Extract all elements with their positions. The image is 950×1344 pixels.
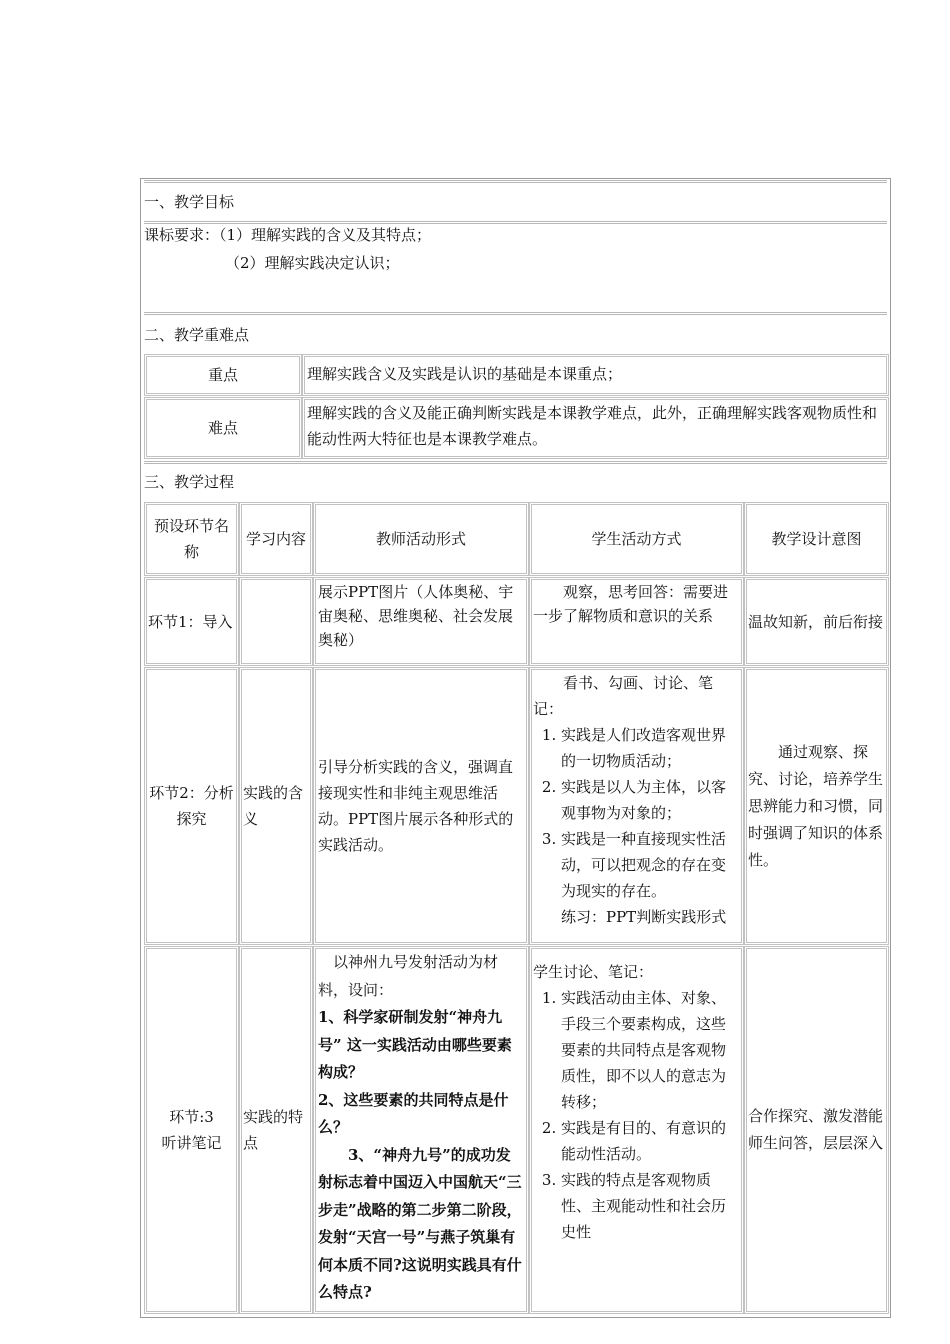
row3-teacher-q1: 1、科学家研制发射“神舟九号” 这一实践活动由哪些要素构成？ xyxy=(318,1008,512,1081)
row1-stage: 环节1：导入 xyxy=(144,577,239,666)
goals-band xyxy=(144,180,887,220)
list-item: 1. 实践活动由主体、对象、手段三个要素构成，这些要素的共同特点是客观物质性，即不以人的意志为转移； xyxy=(561,985,740,1115)
goals-line-1: 课标要求：（1）理解实践的含义及其特点； xyxy=(144,226,432,244)
row1-student: 观察，思考回答：需要进一步了解物质和意识的关系 xyxy=(529,577,744,666)
process-title: 三、教学过程 xyxy=(144,473,235,491)
row2-student-list xyxy=(533,722,740,904)
row3-stage-line1: 环节:3 xyxy=(169,1108,214,1126)
keypoints-band xyxy=(144,312,887,352)
row3-teacher xyxy=(313,946,529,1314)
list-item: 3. 实践是一种直接现实性活动，可以把观念的存在变为现实的存在。 xyxy=(561,826,740,904)
keypoints-title: 二、教学重难点 xyxy=(144,326,250,344)
row3-student-intro: 学生讨论、笔记： xyxy=(533,963,654,981)
focus-label: 重点 xyxy=(144,354,302,396)
process-band xyxy=(144,461,887,501)
row3-content: 实践的特点 xyxy=(239,946,313,1314)
row3-teacher-q2: 2、这些要素的共同特点是什么？ xyxy=(318,1090,509,1136)
row2-student xyxy=(529,667,744,945)
row2-intent: 通过观察、探究、讨论，培养学生思辨能力和习惯，同时强调了知识的体系性。 xyxy=(744,667,889,945)
list-item: 3. 实践的特点是客观物质性、主观能动性和社会历史性 xyxy=(561,1167,740,1245)
row3-student-list xyxy=(533,985,740,1245)
list-item: 2. 实践是以人为主体，以客观事物为对象的； xyxy=(561,774,740,826)
goals-title: 一、教学目标 xyxy=(144,193,235,211)
difficulty-text: 理解实践的含义及能正确判断实践是本课教学难点，此外，正确理解实践客观物质性和能动性两大特征也是本课教学难点。 xyxy=(302,397,889,459)
row1-intent: 温故知新，前后衔接 xyxy=(744,577,889,666)
row1-teacher: 展示PPT图片（人体奥秘、宇宙奥秘、思维奥秘、社会发展奥秘） xyxy=(313,577,529,666)
goals-line-2: （2）理解实践决定认识； xyxy=(225,254,400,272)
header-intent: 教学设计意图 xyxy=(744,502,889,576)
row2-stage: 环节2：分析探究 xyxy=(144,667,239,945)
row3-intent xyxy=(744,946,889,1314)
row2-student-extra: 练习：PPT判断实践形式 xyxy=(561,908,727,926)
focus-text: 理解实践含义及实践是认识的基础是本课重点； xyxy=(302,354,889,396)
header-teacher: 教师活动形式 xyxy=(313,502,529,576)
list-item: 1. 实践是人们改造客观世界的一切物质活动； xyxy=(561,722,740,774)
row3-intent-line1: 合作探究、激发潜能 xyxy=(748,1107,884,1125)
header-stage: 预设环节名称 xyxy=(144,502,239,576)
row3-stage-line2: 听讲笔记 xyxy=(161,1134,222,1152)
row2-student-intro: 看书、勾画、讨论、笔记： xyxy=(533,674,714,718)
header-student: 学生活动方式 xyxy=(529,502,744,576)
row3-teacher-intro: 以神州九号发射活动为材料，设问： xyxy=(318,953,499,999)
row2-teacher: 引导分析实践的含义，强调直接现实性和非纯主观思维活动。PPT图片展示各种形式的实践活动。 xyxy=(313,667,529,945)
difficulty-label: 难点 xyxy=(144,397,302,459)
row3-teacher-q3: 3、“神舟九号”的成功发射标志着中国迈入中国航天“三步走”战略的第二步第二阶段，发射“天宫一号”与燕子筑巢有何本质不同?这说明实践具有什么特点? xyxy=(318,1145,522,1301)
row3-student xyxy=(529,946,744,1314)
row3-intent-line2: 师生问答，层层深入 xyxy=(748,1134,884,1152)
list-item: 2. 实践是有目的、有意识的能动性活动。 xyxy=(561,1115,740,1167)
row2-content: 实践的含义 xyxy=(239,667,313,945)
row3-stage xyxy=(144,946,239,1314)
header-content: 学习内容 xyxy=(239,502,313,576)
row1-content xyxy=(239,577,313,666)
